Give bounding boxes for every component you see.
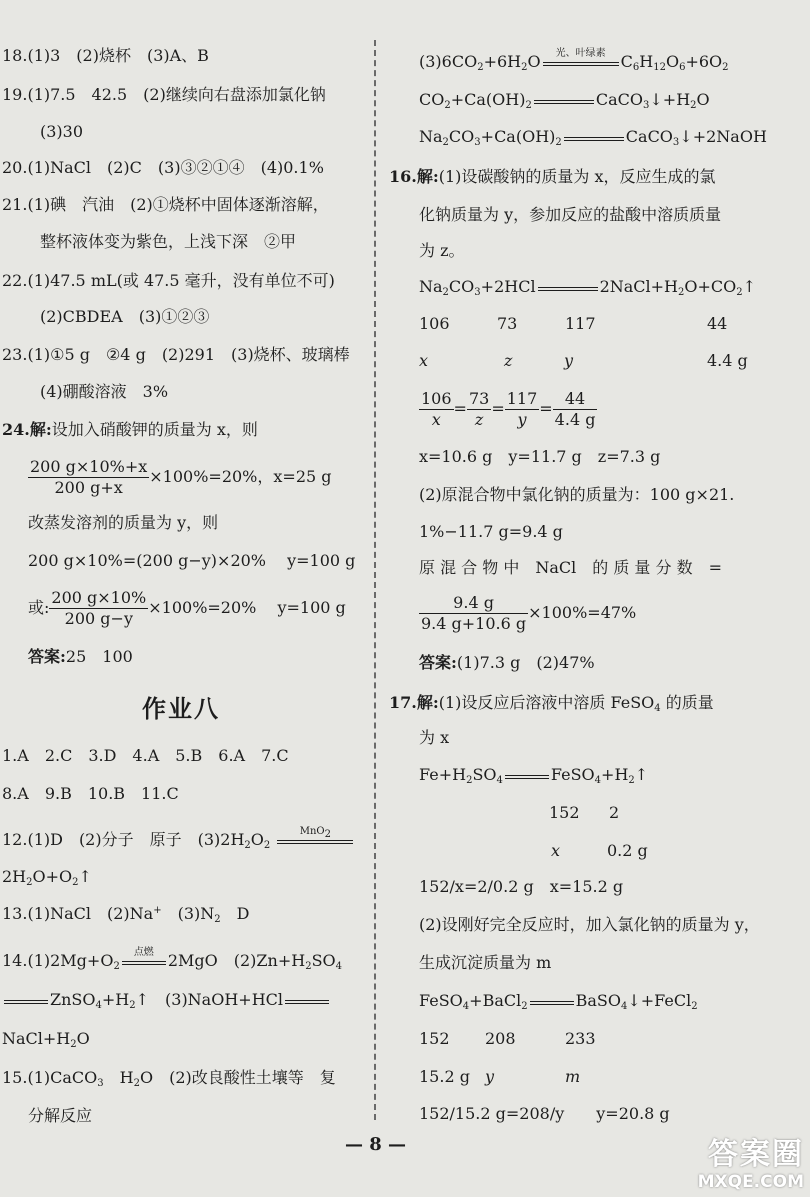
section-heading: 作业八	[142, 695, 220, 723]
fraction: $\frac{200 g\times 10\%}{200 g-y}$	[51, 588, 147, 628]
answer-16-final: 答案:(1)7.3 g (2)47%	[419, 653, 595, 672]
answer-21: 21.(1)碘 汽油 (2)①烧杯中固体逐渐溶解，	[2, 195, 329, 214]
page-number: — 8 —	[345, 1134, 407, 1155]
reaction-arrow: 光、叶绿素	[541, 52, 621, 74]
answer-24-line: 改蒸发溶剂的质量为 y，则	[28, 513, 219, 532]
answer-15-eq1: $(3)6CO_2+6H_2O$ 光、叶绿素 $C_6H_{12}O_6+6O_2$	[419, 47, 729, 73]
reaction-arrow	[503, 765, 551, 787]
reaction-arrow	[2, 990, 50, 1012]
reaction-arrow	[283, 990, 331, 1012]
answer-22-cont: (2)CBDEA (3)①②③	[40, 307, 210, 326]
answer-12-cont: $2H_2O+O_2↑$	[2, 867, 92, 888]
answer-24: 24.解:设加入硝酸钾的质量为 x，则	[2, 420, 258, 439]
answer-24-eq3: 或: $\frac{200 g\times 10\%}{200 g-y}$ ×100%=20% y=100 g	[28, 588, 346, 628]
answer-label: 答案:	[419, 653, 457, 672]
mc-answers-1: 1.A 2.C 3.D 4.A 5.B 6.A 7.C	[2, 746, 289, 765]
solution-label: 17.解:	[389, 693, 439, 712]
answer-17-line2: 为 x	[419, 728, 450, 747]
answer-24-eq1: $\frac{200 g\times 10\%+x}{200 g+x}$ ×100%=20%，x=25 g	[30, 457, 332, 497]
answer-18: 18.(1)3 (2)烧杯 (3)A、B	[2, 46, 209, 65]
answer-17-part2: (2)设刚好完全反应时，加入氯化钠的质量为 y，	[419, 915, 760, 934]
answer-14-cont: $ZnSO_4+H_2↑$ (3)NaOH+HCl	[2, 989, 331, 1012]
answer-16-values: x=10.6 g y=11.7 g z=7.3 g	[419, 447, 661, 466]
answer-19: 19.(1)7.5 42.5 (2)继续向右盘添加氯化钠	[2, 85, 326, 104]
fraction: $\frac{117}{y}$	[506, 389, 538, 429]
column-divider	[374, 40, 376, 1120]
answer-19-cont: (3)30	[40, 122, 84, 141]
reaction-arrow: MnO$_2$	[275, 830, 355, 852]
fraction: $\frac{9.4 g}{9.4 g+10.6 g}$	[421, 593, 527, 633]
fraction: $\frac{44}{4.4 g}$	[554, 389, 596, 429]
answer-16-eq: $Na_2CO_3+2HCl$ $2NaCl+H_2O+CO_2↑$	[419, 277, 757, 298]
fraction: $\frac{73}{z}$	[468, 389, 490, 429]
answer-16-percent: $\frac{9.4 g}{9.4 g+10.6 g}$ ×100%=47%	[421, 593, 637, 633]
reaction-arrow	[562, 127, 626, 149]
answer-16-line2: 化钠质量为 y，参加反应的盐酸中溶质质量	[419, 205, 722, 224]
mc-answers-2: 8.A 9.B 10.B 11.C	[2, 784, 179, 803]
answer-12: 12.(1)D (2)分子 原子 $(3)2H_2O_2$ MnO$_2$	[2, 829, 355, 852]
answer-13: 13.(1)NaCl (2)Na+ $(3)N_2$ D	[2, 904, 250, 925]
answer-15-eq2: $CO_2+Ca(OH)_2$ $CaCO_3↓+H_2O$	[419, 90, 710, 111]
answer-16: 16.解:(1)设碳酸钠的质量为 x，反应生成的氯	[389, 167, 716, 186]
answer-17-part2-cont: 生成沉淀质量为 m	[419, 953, 552, 972]
reaction-arrow: 点燃	[120, 951, 168, 973]
answer-14-cont2: $NaCl+H_2O$	[2, 1029, 90, 1050]
answer-label: 答案:	[28, 647, 66, 666]
answer-17: 17.解:(1)设反应后溶液中溶质 FeSO$_4$ 的质量	[389, 693, 714, 714]
answer-15-cont: 分解反应	[28, 1106, 93, 1125]
answer-17-eq: $Fe+H_2SO_4$ $FeSO_4+H_2↑$	[419, 765, 649, 786]
answer-16-ratio: $\frac{106}{x}$ = $\frac{73}{z}$ = $\frac{117}{y}$ = $\frac{44}{4.4 g}$	[421, 389, 596, 429]
fraction: $\frac{200 g\times 10\%+x}{200 g+x}$	[30, 457, 148, 497]
answer-16-line3: 为 z。	[419, 241, 465, 260]
answer-14: $14.(1)2Mg+O_2$ 点燃 2MgO $(2)Zn+H_2SO_4$	[2, 946, 343, 972]
solution-label: 24.解:	[2, 420, 52, 439]
answer-16-part2-cont: 1%−11.7 g=9.4 g	[419, 522, 563, 541]
answer-23-cont: (4)硼酸溶液 3%	[40, 382, 169, 401]
answer-23: 23.(1)①5 g ②4 g (2)291 (3)烧杯、玻璃棒	[2, 345, 350, 364]
answer-15: 15.(1)CaCO$_3$ $H_2O$ (2)改良酸性土壤等 复	[2, 1068, 336, 1089]
answer-15-eq3: $Na_2CO_3+Ca(OH)_2$ CaCO$_3$↓+2NaOH	[419, 127, 767, 148]
reaction-arrow	[528, 991, 576, 1013]
answer-24-final: 答案:25 100	[28, 647, 133, 666]
answer-22: 22.(1)47.5 mL(或 47.5 毫升，没有单位不可)	[2, 271, 335, 290]
answer-17-eq2: FeSO$_4$+BaCl$_2$ BaSO$_4$↓+FeCl$_2$	[419, 991, 698, 1012]
fraction: $\frac{106}{x}$	[421, 389, 452, 429]
reaction-arrow	[532, 90, 596, 112]
answer-16-fraction-line: 原 混 合 物 中 NaCl 的 质 量 分 数 =	[419, 558, 722, 577]
answer-24-eq2: 200 g×10%=(200 g−y)×20% y=100 g	[28, 551, 356, 570]
solution-label: 16.解:	[389, 167, 439, 186]
watermark-logo: 答案圈 MXQE.COM	[697, 1137, 804, 1192]
answer-20: 20.(1)NaCl (2)C (3)③②①④ (4)0.1%	[2, 158, 324, 177]
answer-17-result: 152/15.2 g=208/y y=20.8 g	[419, 1104, 670, 1123]
answer-17-ratio: 152/x=2/0.2 g x=15.2 g	[419, 877, 624, 896]
answer-21-cont: 整杯液体变为紫色，上浅下深 ②甲	[40, 232, 297, 251]
answer-16-part2: (2)原混合物中氯化钠的质量为：100 g×21.	[419, 485, 735, 504]
reaction-arrow	[536, 277, 600, 299]
